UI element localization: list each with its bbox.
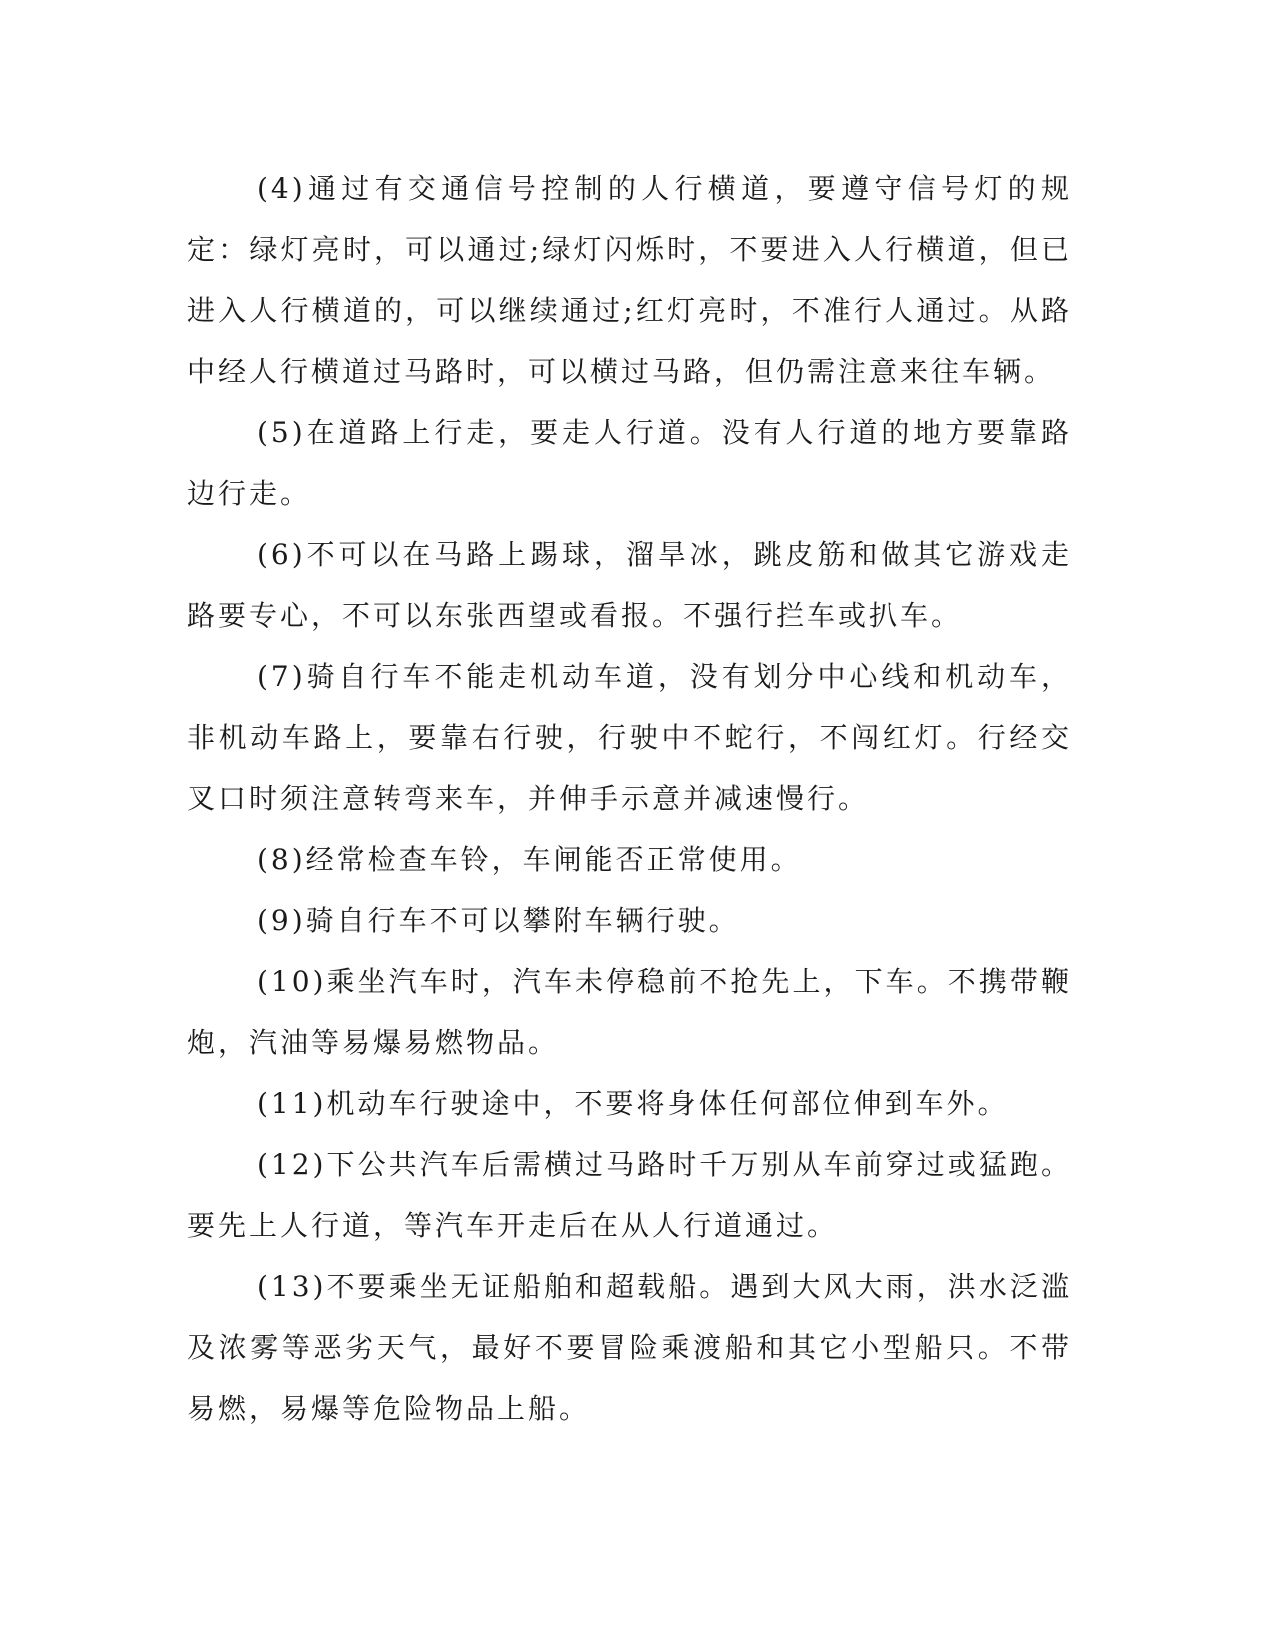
paragraph-11: (11)机动车行驶途中，不要将身体任何部位伸到车外。 <box>257 1087 1009 1120</box>
paragraph-13: (13)不要乘坐无证船舶和超载船。遇到大风大雨，洪水泛滥及浓雾等恶劣天气，最好不要冒险乘渡船和其它小型船只。不带易燃，易爆等危险物品上船。 <box>187 1270 1072 1425</box>
document-body <box>187 158 1072 1439</box>
paragraph-5: (5)在道路上行走，要走人行道。没有人行道的地方要靠路边行走。 <box>187 416 1072 510</box>
paragraph-10: (10)乘坐汽车时，汽车未停稳前不抢先上，下车。不携带鞭炮，汽油等易爆易燃物品。 <box>187 965 1072 1059</box>
paragraph-6: (6)不可以在马路上踢球，溜旱冰，跳皮筋和做其它游戏走路要专心，不可以东张西望或看报。不强行拦车或扒车。 <box>187 538 1072 632</box>
paragraph-12: (12)下公共汽车后需横过马路时千万别从车前穿过或猛跑。要先上人行道，等汽车开走后在从人行道通过。 <box>187 1148 1072 1242</box>
paragraph-9: (9)骑自行车不可以攀附车辆行驶。 <box>257 904 740 937</box>
paragraph-8: (8)经常检查车铃，车闸能否正常使用。 <box>257 843 802 876</box>
paragraph-7: (7)骑自行车不能走机动车道，没有划分中心线和机动车，非机动车路上，要靠右行驶，行驶中不蛇行，不闯红灯。行经交叉口时须注意转弯来车，并伸手示意并减速慢行。 <box>187 660 1072 815</box>
paragraph-4: (4)通过有交通信号控制的人行横道，要遵守信号灯的规定：绿灯亮时，可以通过;绿灯闪烁时，不要进入人行横道，但已进入人行横道的，可以继续通过;红灯亮时，不准行人通过。从路中经人行横道过马路时，可以横过马路，但仍需注意来往车辆。 <box>187 172 1072 388</box>
